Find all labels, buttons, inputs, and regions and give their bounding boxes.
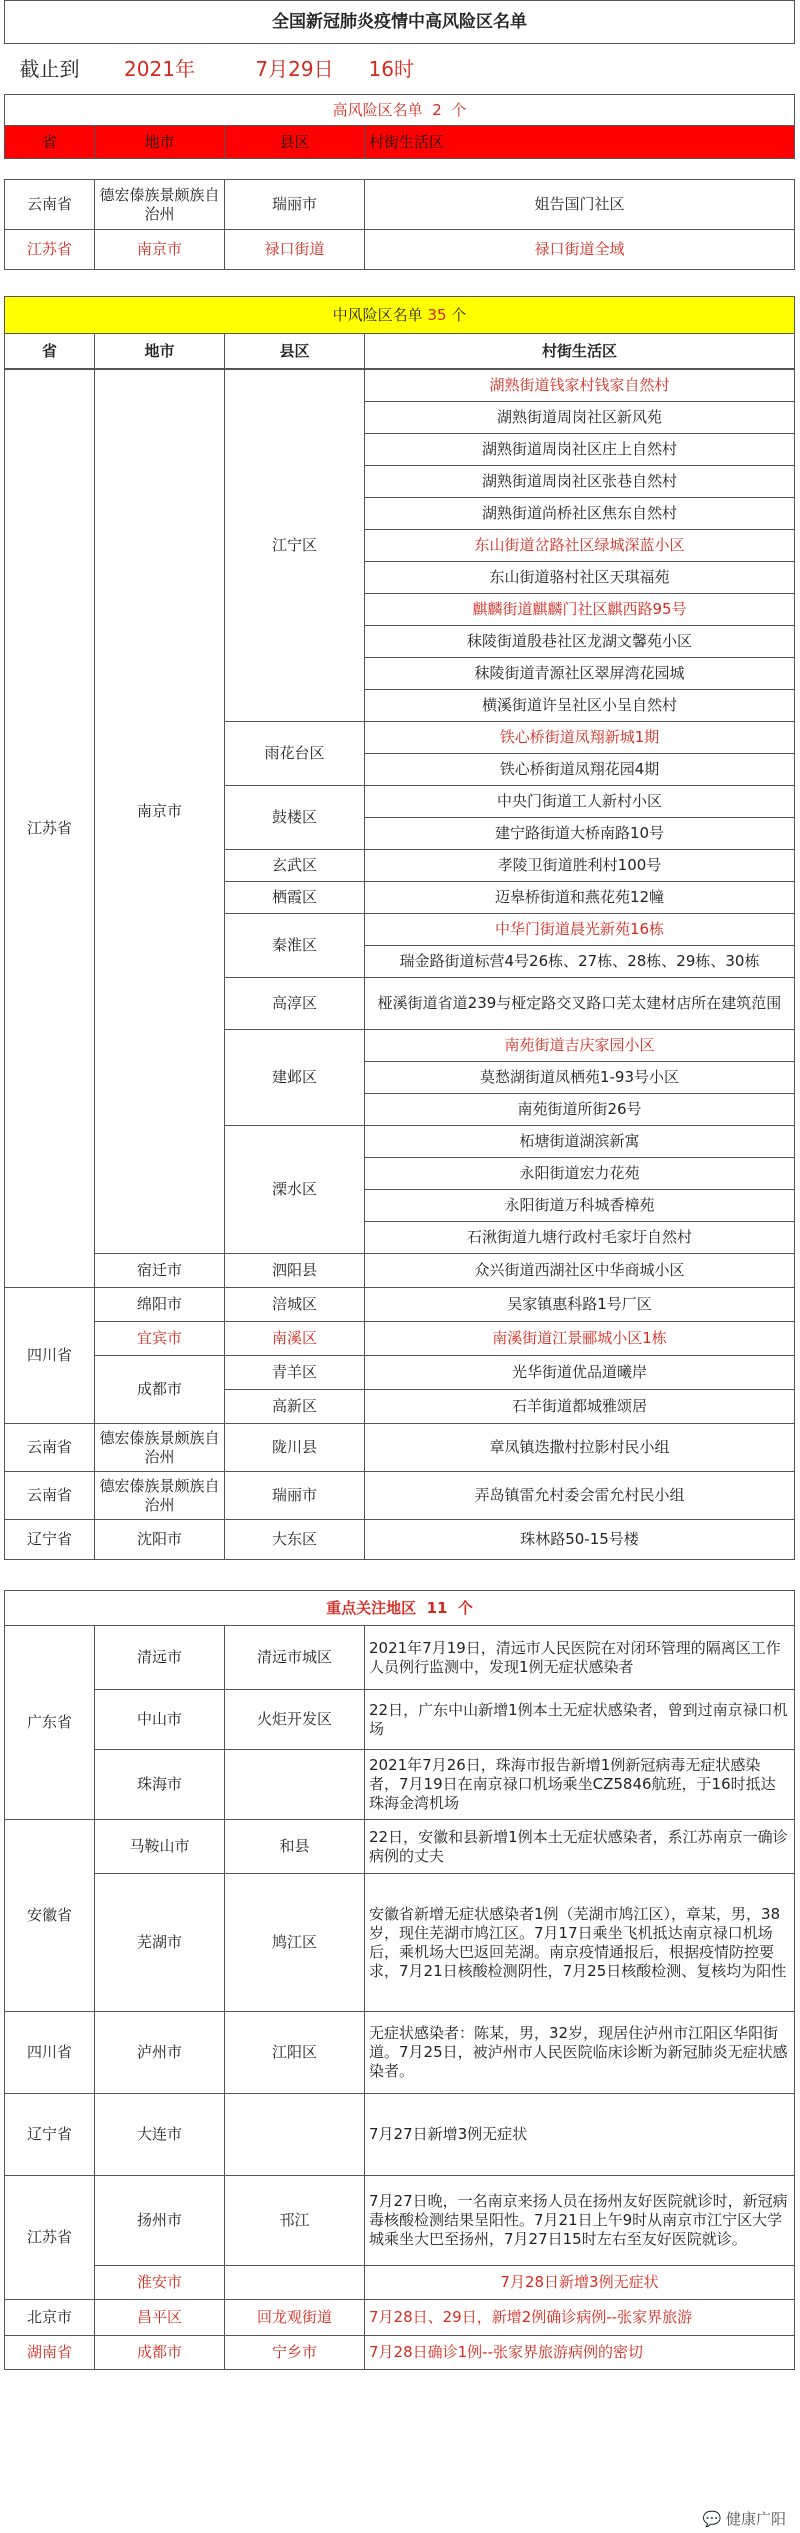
medium-title-cell bbox=[5, 297, 795, 334]
table-row bbox=[5, 2176, 795, 2266]
province-cell: 江苏省 bbox=[5, 230, 95, 270]
city-cell: 成都市 bbox=[95, 1356, 225, 1424]
spacer bbox=[5, 270, 795, 297]
province-cell: 辽宁省 bbox=[5, 1520, 95, 1560]
note-cell: 7月27日新增3例无症状 bbox=[365, 2094, 795, 2176]
place-cell: 铁心桥街道凤翔新城1期 bbox=[365, 722, 795, 754]
district-cell: 青羊区 bbox=[225, 1356, 365, 1390]
note-cell: 安徽省新增无症状感染者1例（芜湖市鸠江区），章某，男，38岁，现住芜湖市鸠江区。7月17日乘坐飞机抵达南京禄口机场后，乘机场大巴返回芜湖。南京疫情通报后，根据疫情防控要求，7月21日核酸检测阴性，7月25日核酸检测、复核均为阳性 bbox=[365, 1874, 795, 2012]
place-cell: 弄岛镇雷允村委会雷允村民小组 bbox=[365, 1472, 795, 1520]
high-header-province: 省 bbox=[5, 126, 95, 159]
place-cell: 莫愁湖街道凤栖苑1-93号小区 bbox=[365, 1062, 795, 1094]
table-row bbox=[5, 1820, 795, 1874]
district-cell: 玄武区 bbox=[225, 850, 365, 882]
table-row bbox=[5, 2336, 795, 2370]
province-cell: 四川省 bbox=[5, 2012, 95, 2094]
city-cell: 中山市 bbox=[95, 1690, 225, 1750]
city-cell: 马鞍山市 bbox=[95, 1820, 225, 1874]
district-cell: 陇川县 bbox=[225, 1424, 365, 1472]
spacer bbox=[5, 159, 795, 180]
asof-line bbox=[5, 44, 795, 95]
district-cell: 高淳区 bbox=[225, 978, 365, 1030]
city-cell: 德宏傣族景颇族自治州 bbox=[95, 1424, 225, 1472]
high-risk-heading bbox=[5, 95, 795, 126]
table-row bbox=[5, 1874, 795, 2012]
place-cell: 中华门街道晨光新苑16栋 bbox=[365, 914, 795, 946]
medium-count: 35 bbox=[427, 305, 447, 324]
city-cell: 绵阳市 bbox=[95, 1288, 225, 1322]
asof-hour: 16时 bbox=[368, 56, 414, 81]
watermark-text: 健康广阳 bbox=[725, 2510, 786, 2528]
table-row bbox=[5, 1424, 795, 1472]
risk-table bbox=[4, 0, 795, 369]
province-cell: 湖南省 bbox=[5, 2336, 95, 2370]
asof-label: 截止到 bbox=[19, 56, 80, 81]
district-cell: 栖霞区 bbox=[225, 882, 365, 914]
city-cell: 德宏傣族景颇族自治州 bbox=[95, 1472, 225, 1520]
place-cell: 麒麟街道麒麟门社区麒西路95号 bbox=[365, 594, 795, 626]
place-cell: 永阳街道万科城香樟苑 bbox=[365, 1190, 795, 1222]
province-cell: 云南省 bbox=[5, 180, 95, 230]
province-cell: 云南省 bbox=[5, 1424, 95, 1472]
city-cell: 昌平区 bbox=[95, 2300, 225, 2336]
medium-heading bbox=[5, 297, 795, 334]
district-cell: 宁乡市 bbox=[225, 2336, 365, 2370]
table-row bbox=[5, 370, 795, 402]
district-cell: 雨花台区 bbox=[225, 722, 365, 786]
high-header-district: 县区 bbox=[225, 126, 365, 159]
district-cell: 涪城区 bbox=[225, 1288, 365, 1322]
place-cell: 中央门街道工人新村小区 bbox=[365, 786, 795, 818]
table-row bbox=[5, 1472, 795, 1520]
account-watermark bbox=[697, 2506, 792, 2531]
table-row bbox=[5, 1254, 795, 1288]
district-cell: 大东区 bbox=[225, 1520, 365, 1560]
table-row bbox=[5, 2300, 795, 2336]
place-cell: 众兴街道西湖社区中华商城小区 bbox=[365, 1254, 795, 1288]
district-cell: 泗阳县 bbox=[225, 1254, 365, 1288]
place-cell: 瑞金路街道标营4号26栋、27栋、28栋、29栋、30栋 bbox=[365, 946, 795, 978]
focus-heading bbox=[5, 1591, 795, 1626]
high-unit: 个 bbox=[451, 100, 467, 119]
note-cell: 2021年7月26日，珠海市报告新增1例新冠病毒无症状感染者，7月19日在南京禄口机场乘坐CZ5846航班，于16时抵达珠海金湾机场 bbox=[365, 1750, 795, 1820]
place-cell: 东山街道岔路社区绿城深蓝小区 bbox=[365, 530, 795, 562]
place-cell: 南溪街道江景郦城小区1栋 bbox=[365, 1322, 795, 1356]
note-cell: 2021年7月19日，清远市人民医院在对闭环管理的隔离区工作人员例行监测中，发现1例无症状感染者 bbox=[365, 1626, 795, 1690]
place-cell: 吴家镇惠科路1号厂区 bbox=[365, 1288, 795, 1322]
focus-title-cell bbox=[5, 1591, 795, 1626]
table-row bbox=[5, 1690, 795, 1750]
city-cell: 南京市 bbox=[95, 370, 225, 1254]
medium-header-row bbox=[5, 334, 795, 369]
medium-header-city: 地市 bbox=[95, 334, 225, 369]
focus-title: 重点关注地区 bbox=[326, 1598, 417, 1617]
high-header-place: 村街生活区 bbox=[365, 126, 795, 159]
province-cell: 四川省 bbox=[5, 1288, 95, 1424]
table-row bbox=[5, 2012, 795, 2094]
page-title: 全国新冠肺炎疫情中高风险区名单 bbox=[5, 1, 795, 44]
table-row bbox=[5, 180, 795, 230]
place-cell: 禄口街道全域 bbox=[365, 230, 795, 270]
place-cell: 光华街道优品道曦岸 bbox=[365, 1356, 795, 1390]
district-cell: 南溪区 bbox=[225, 1322, 365, 1356]
city-cell: 泸州市 bbox=[95, 2012, 225, 2094]
city-cell: 大连市 bbox=[95, 2094, 225, 2176]
district-cell: 秦淮区 bbox=[225, 914, 365, 978]
place-cell: 迈皋桥街道和燕花苑12幢 bbox=[365, 882, 795, 914]
province-cell: 江苏省 bbox=[5, 2176, 95, 2300]
table-row bbox=[5, 2094, 795, 2176]
province-cell: 北京市 bbox=[5, 2300, 95, 2336]
place-cell: 章凤镇迭撒村拉影村民小组 bbox=[365, 1424, 795, 1472]
table-row bbox=[5, 1288, 795, 1322]
city-cell: 宿迁市 bbox=[95, 1254, 225, 1288]
place-cell: 湖熟街道周岗社区张巷自然村 bbox=[365, 466, 795, 498]
city-cell: 宜宾市 bbox=[95, 1322, 225, 1356]
district-cell: 瑞丽市 bbox=[225, 180, 365, 230]
table-row bbox=[5, 230, 795, 270]
note-cell: 7月28日确诊1例--张家界旅游病例的密切 bbox=[365, 2336, 795, 2370]
spacer bbox=[5, 1560, 795, 1591]
district-cell: 回龙观街道 bbox=[225, 2300, 365, 2336]
district-cell: 鼓楼区 bbox=[225, 786, 365, 850]
place-cell: 南苑街道所街26号 bbox=[365, 1094, 795, 1126]
medium-jiangsu-body bbox=[5, 370, 795, 1288]
city-cell: 清远市 bbox=[95, 1626, 225, 1690]
city-cell: 成都市 bbox=[95, 2336, 225, 2370]
city-cell: 芜湖市 bbox=[95, 1874, 225, 2012]
asof-date: 7月29日 bbox=[255, 56, 334, 81]
district-cell: 和县 bbox=[225, 1820, 365, 1874]
note-cell: 无症状感染者：陈某，男，32岁，现居住泸州市江阳区华阳街道。7月25日，被泸州市人民医院临床诊断为新冠肺炎无症状感染者。 bbox=[365, 2012, 795, 2094]
district-cell: 清远市城区 bbox=[225, 1626, 365, 1690]
province-cell: 安徽省 bbox=[5, 1820, 95, 2012]
place-cell: 孝陵卫街道胜利村100号 bbox=[365, 850, 795, 882]
place-cell: 姐告国门社区 bbox=[365, 180, 795, 230]
district-cell: 江阳区 bbox=[225, 2012, 365, 2094]
city-cell: 珠海市 bbox=[95, 1750, 225, 1820]
district-cell: 鸠江区 bbox=[225, 1874, 365, 2012]
city-cell: 扬州市 bbox=[95, 2176, 225, 2266]
city-cell: 南京市 bbox=[95, 230, 225, 270]
medium-title: 中风险区名单 bbox=[332, 305, 423, 324]
focus-unit: 个 bbox=[457, 1598, 473, 1617]
district-cell bbox=[225, 1750, 365, 1820]
place-cell: 桠溪街道省道239与桠定路交叉路口芜太建材店所在建筑范围 bbox=[365, 978, 795, 1030]
table-row bbox=[5, 1322, 795, 1356]
place-cell: 秣陵街道青源社区翠屏湾花园城 bbox=[365, 658, 795, 690]
note-cell: 7月27日晚，一名南京来扬人员在扬州友好医院就诊时，新冠病毒核酸检测结果呈阳性。7月21日上午9时从南京市江宁区大学城乘坐大巴至扬州，7月27日15时左右至友好医院就诊。 bbox=[365, 2176, 795, 2266]
province-cell: 广东省 bbox=[5, 1626, 95, 1820]
district-cell: 江宁区 bbox=[225, 370, 365, 722]
note-cell: 22日，安徽和县新增1例本土无症状感染者，系江苏南京一确诊病例的丈夫 bbox=[365, 1820, 795, 1874]
medium-header-district: 县区 bbox=[225, 334, 365, 369]
place-cell: 湖熟街道尚桥社区焦东自然村 bbox=[365, 498, 795, 530]
district-cell: 高新区 bbox=[225, 1390, 365, 1424]
table-row bbox=[5, 1626, 795, 1690]
place-cell: 珠林路50-15号楼 bbox=[365, 1520, 795, 1560]
table-row bbox=[5, 1520, 795, 1560]
medium-unit: 个 bbox=[451, 305, 467, 324]
table-row bbox=[5, 2266, 795, 2300]
place-cell: 南苑街道吉庆家园小区 bbox=[365, 1030, 795, 1062]
place-cell: 永阳街道宏力花苑 bbox=[365, 1158, 795, 1190]
city-cell: 德宏傣族景颇族自治州 bbox=[95, 180, 225, 230]
high-header-row bbox=[5, 126, 795, 159]
table-row bbox=[5, 1356, 795, 1390]
focus-count: 11 bbox=[426, 1598, 448, 1617]
medium-risk-table bbox=[4, 369, 795, 2370]
district-cell: 建邺区 bbox=[225, 1030, 365, 1126]
note-cell: 22日，广东中山新增1例本土无症状感染者，曾到过南京禄口机场 bbox=[365, 1690, 795, 1750]
table-row bbox=[5, 1750, 795, 1820]
place-cell: 建宁路街道大桥南路10号 bbox=[365, 818, 795, 850]
province-cell: 云南省 bbox=[5, 1472, 95, 1520]
place-cell: 东山街道骆村社区天琪福苑 bbox=[365, 562, 795, 594]
high-count: 2 bbox=[432, 100, 442, 119]
high-header-city: 地市 bbox=[95, 126, 225, 159]
place-cell: 湖熟街道周岗社区庄上自然村 bbox=[365, 434, 795, 466]
place-cell: 横溪街道许呈社区小呈自然村 bbox=[365, 690, 795, 722]
place-cell: 铁心桥街道凤翔花园4期 bbox=[365, 754, 795, 786]
place-cell: 秣陵街道殷巷社区龙湖文馨苑小区 bbox=[365, 626, 795, 658]
district-cell: 禄口街道 bbox=[225, 230, 365, 270]
medium-header-place: 村街生活区 bbox=[365, 334, 795, 369]
chat-bubble-icon: 💬 bbox=[702, 2510, 722, 2528]
district-cell: 火炬开发区 bbox=[225, 1690, 365, 1750]
high-title: 高风险区名单 bbox=[332, 100, 423, 119]
city-cell: 淮安市 bbox=[95, 2266, 225, 2300]
place-cell: 石羊街道都城雅颂居 bbox=[365, 1390, 795, 1424]
asof-year: 2021年 bbox=[124, 56, 195, 81]
district-cell bbox=[225, 2094, 365, 2176]
note-cell: 7月28日、29日，新增2例确诊病例--张家界旅游 bbox=[365, 2300, 795, 2336]
medium-header-province: 省 bbox=[5, 334, 95, 369]
note-cell: 7月28日新增3例无症状 bbox=[365, 2266, 795, 2300]
province-cell: 江苏省 bbox=[5, 370, 95, 1288]
place-cell: 石湫街道九塘行政村毛家圩自然村 bbox=[365, 1222, 795, 1254]
district-cell: 邗江 bbox=[225, 2176, 365, 2266]
place-cell: 湖熟街道钱家村钱家自然村 bbox=[365, 370, 795, 402]
province-cell: 辽宁省 bbox=[5, 2094, 95, 2176]
place-cell: 柘塘街道湖滨新寓 bbox=[365, 1126, 795, 1158]
district-cell: 溧水区 bbox=[225, 1126, 365, 1254]
place-cell: 湖熟街道周岗社区新风苑 bbox=[365, 402, 795, 434]
district-cell bbox=[225, 2266, 365, 2300]
district-cell: 瑞丽市 bbox=[225, 1472, 365, 1520]
city-cell: 沈阳市 bbox=[95, 1520, 225, 1560]
